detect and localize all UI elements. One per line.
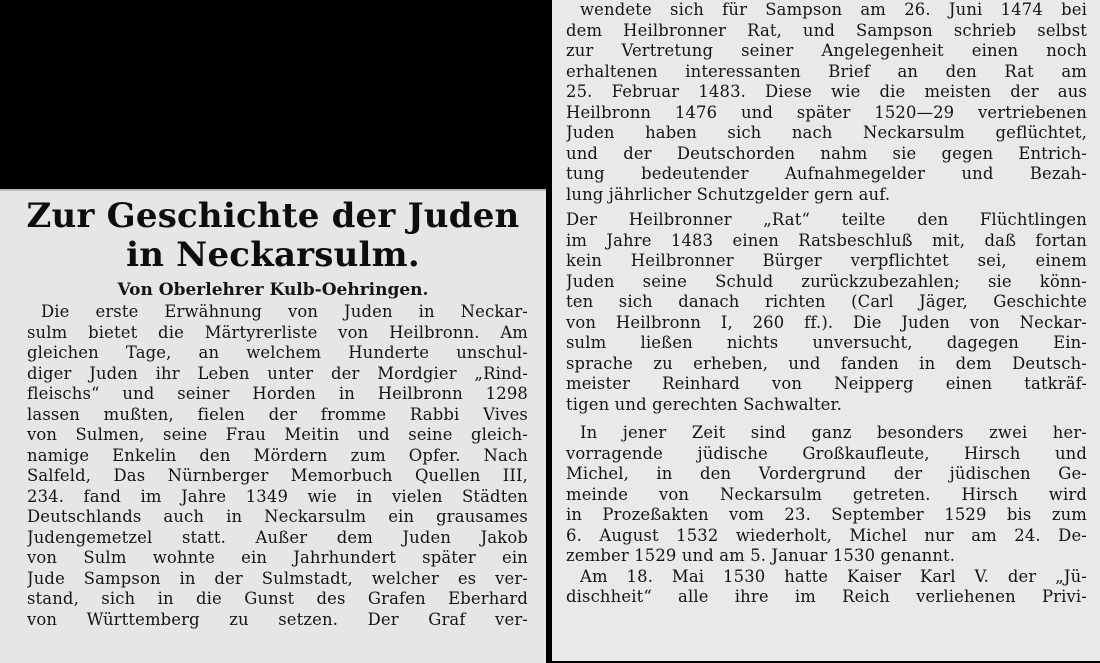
text-line: Am 18. Mai 1530 hatte Kaiser Karl V. der „Jü- <box>580 566 1087 586</box>
text-line: in Prozeßakten vom 23. September 1529 bis zum <box>566 505 1087 524</box>
article-title: Zur Geschichte der Juden <box>26 196 520 236</box>
right-column <box>552 0 1100 661</box>
text-line: stand, sich in die Gunst des Grafen Eberhard <box>27 589 528 608</box>
text-line: tigen und gerechten Sachwalter. <box>566 394 843 414</box>
text-line: von Württemberg zu setzen. Der Graf ver- <box>27 609 528 629</box>
text-line: sprache zu erheben, und fanden in dem Deutsch- <box>566 353 1087 373</box>
text-line: Die erste Erwähnung von Juden in Neckar- <box>41 302 528 321</box>
paragraph-gap <box>552 415 1100 423</box>
paragraph-1 <box>552 0 1100 205</box>
text-line: lassen mußten, fielen der fromme Rabbi Vives <box>27 404 528 424</box>
article-byline: Von Oberlehrer Kulb-Oehringen. <box>117 280 429 300</box>
text-line: lung jährlicher Schutzgelder gern auf. <box>566 184 891 204</box>
paragraph-4 <box>552 567 1100 608</box>
text-line: Deutschlands auch in Neckarsulm ein grausames <box>27 507 528 526</box>
text-line: tung bedeutender Aufnahmegelder und Bezah- <box>566 164 1087 183</box>
text-line: sulm ließen nichts unversucht, dagegen Ein- <box>566 333 1087 352</box>
text-line: meister Reinhard von Neipperg einen tatkräf- <box>566 374 1087 393</box>
text-line: dem Heilbronner Rat, und Sampson schrieb selbst <box>566 20 1087 40</box>
text-line: kein Heilbronner Bürger verpflichtet sei, einem <box>566 251 1087 270</box>
text-line: erhaltenen interessanten Brief an den Rat am <box>566 61 1087 81</box>
text-line: Judengemetzel statt. Außer dem Juden Jakob <box>27 527 528 547</box>
article-title-line-2: in Neckarsulm. <box>126 235 420 275</box>
text-line: vorragende jüdische Großkaufleute, Hirsch und <box>566 443 1087 463</box>
text-line: Juden haben sich nach Neckarsulm geflüchtet, <box>566 123 1087 142</box>
left-column <box>0 189 546 663</box>
paragraph-3 <box>552 423 1100 567</box>
text-line: Jude Sampson in der Sulmstadt, welcher es ver- <box>27 568 528 588</box>
text-line: Heilbronn 1476 und später 1520—29 vertriebenen <box>566 102 1087 122</box>
text-line: Der Heilbronner „Rat“ teilte den Flüchtlingen <box>566 210 1087 229</box>
text-line: 6. August 1532 wiederholt, Michel nur am 24. De- <box>566 525 1087 545</box>
text-line: und der Deutschorden nahm sie gegen Entrich- <box>566 143 1087 163</box>
text-line: von Sulmen, seine Frau Meitin und seine gleich- <box>27 425 528 444</box>
text-line: diger Juden ihr Leben unter der Mordgier „Rind- <box>27 363 528 383</box>
black-margin-area <box>0 0 546 189</box>
text-line: fleischs“ und seiner Horden in Heilbronn 1298 <box>27 384 528 403</box>
text-line: namige Enkelin den Mördern zum Opfer. Nach <box>27 445 528 465</box>
text-line: dischheit“ alle ihre im Reich verliehenen Privi- <box>566 587 1087 606</box>
text-line: zember 1529 und am 5. Januar 1530 genannt. <box>566 546 956 565</box>
text-line: von Heilbronn I, 260 ff.). Die Juden von Neckar- <box>566 312 1087 332</box>
left-column-text <box>0 302 546 630</box>
text-line: von Sulm wohnte ein Jahrhundert später ein <box>27 548 528 567</box>
text-line: 234. fand im Jahre 1349 wie in vielen Städten <box>27 486 528 506</box>
paragraph-2 <box>552 210 1100 415</box>
text-line: Salfeld, Das Nürnberger Memorbuch Quellen III, <box>27 466 528 485</box>
text-line: ten sich danach richten (Carl Jäger, Geschichte <box>566 292 1087 311</box>
text-line: zur Vertretung seiner Angelegenheit einen noch <box>566 41 1087 60</box>
text-line: sulm bietet die Märtyrerliste von Heilbronn. Am <box>27 322 528 342</box>
text-line: meinde von Neckarsulm getreten. Hirsch wird <box>566 484 1087 504</box>
text-line: im Jahre 1483 einen Ratsbeschluß mit, daß fortan <box>566 230 1087 250</box>
text-line: In jener Zeit sind ganz besonders zwei her- <box>580 423 1087 442</box>
text-line: gleichen Tage, an welchem Hunderte unschul- <box>27 343 528 362</box>
text-line: Michel, in den Vordergrund der jüdischen Ge- <box>566 464 1087 483</box>
text-line: Juden seine Schuld zurückzubezahlen; sie könn- <box>566 271 1087 291</box>
text-line: wendete sich für Sampson am 26. Juni 1474 bei <box>580 0 1087 19</box>
text-line: 25. Februar 1483. Diese wie die meisten der aus <box>566 82 1087 101</box>
